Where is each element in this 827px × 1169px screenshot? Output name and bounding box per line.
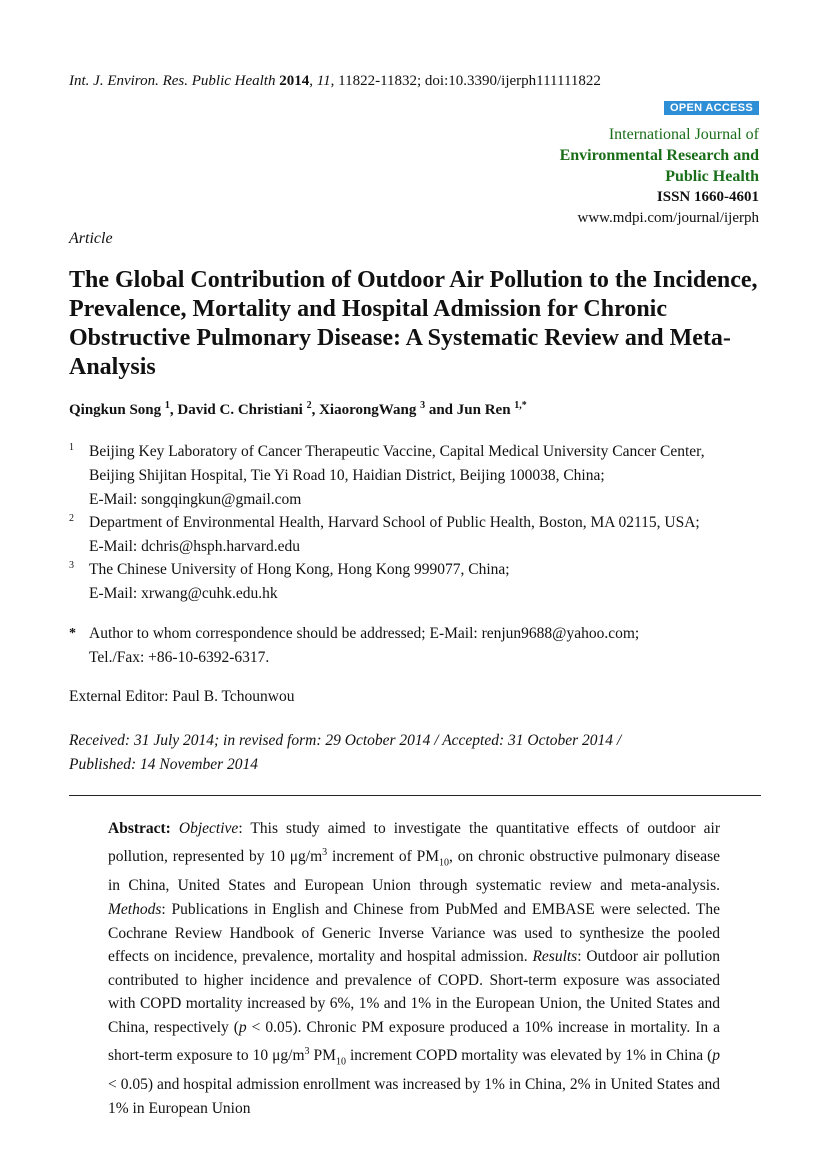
journal-name-line-2: Environmental Research and [559, 147, 759, 164]
affiliation-line: The Chinese University of Hong Kong, Hong Kong 999077, China; [89, 561, 510, 578]
affiliation-line: Beijing Key Laboratory of Cancer Therapeutic Vaccine, Capital Medical University Cancer Center, [89, 443, 705, 460]
author-separator: , [169, 402, 178, 418]
results-label: Results [532, 948, 578, 966]
correspondence-mark: * [69, 626, 76, 641]
publication-dates [69, 729, 769, 777]
methods-label: Methods [108, 901, 162, 919]
dates-line: Published: 14 November 2014 [69, 756, 258, 773]
abstract-text: , on chronic obstructive pulmonary disease in China, United States and European Union through systematic review and meta-analysis. [108, 847, 720, 895]
citation-year: 2014 [279, 73, 310, 89]
correspondence-line: Tel./Fax: +86-10-6392-6317. [89, 649, 270, 666]
paper-title: The Global Contribution of Outdoor Air Pollution to the Incidence, Prevalence, Mortality and Hospital Admission for Chronic Obstructive Pulmonary Disease: A Systematic Review and Meta-Analysis [69, 267, 758, 380]
p-value-symbol: p [238, 1019, 247, 1036]
abstract-text: : Publications in English and Chinese from PubMed and EMBASE were selected. The Cochrane Review Handbook of Generic Inverse Variance was used to synthesize the pooled effects on incidence, prevalence, mortality and hospital admission. [108, 901, 720, 966]
affiliation-email[interactable]: E-Mail: songqingkun@gmail.com [89, 491, 302, 508]
affiliation-email[interactable]: E-Mail: xrwang@cuhk.edu.hk [89, 585, 278, 602]
author-affil-mark: 1 [164, 400, 170, 411]
external-editor: External Editor: Paul B. Tchounwou [69, 688, 295, 705]
author-affil-mark: 2 [306, 400, 312, 411]
open-access-badge: OPEN ACCESS [664, 101, 759, 115]
issn: ISSN 1660-4601 [656, 189, 759, 205]
affiliation-number: 2 [69, 513, 74, 524]
article-type: Article [69, 230, 113, 247]
abstract-text: < 0.05) and hospital admission enrollment was increased by 1% in China, 2% in United States and 1% in European Union [108, 1076, 720, 1118]
correspondence-note [69, 622, 769, 670]
author-name: Jun Ren [456, 402, 511, 418]
affiliation-3 [69, 558, 769, 606]
dates-line: Received: 31 July 2014; in revised form: 29 October 2014 / Accepted: 31 October 2014 / [69, 732, 622, 749]
abstract-label: Abstract: [108, 820, 171, 837]
citation-line: Int. J. Environ. Res. Public Health 2014, 11, 11822-11832; doi:10.3390/ijerph111111822 [69, 73, 601, 89]
objective-label: Objective [178, 820, 239, 837]
citation-journal: Int. J. Environ. Res. Public Health [69, 73, 276, 89]
affiliation-2 [69, 511, 769, 559]
abstract-text: increment of PM [327, 847, 440, 865]
subscript: 10 [335, 1055, 346, 1067]
author-separator: , [311, 402, 320, 418]
abstract-text: : This study aimed to investigate the quantitative effects of outdoor air pollution, represented by 10 μg/m [108, 820, 720, 865]
affiliation-email[interactable]: E-Mail: dchris@hsph.harvard.edu [89, 538, 300, 555]
author-affil-mark: 1,* [514, 400, 527, 411]
author-affil-mark: 3 [420, 400, 426, 411]
affiliation-line: Department of Environmental Health, Harvard School of Public Health, Boston, MA 02115, USA; [89, 514, 700, 531]
correspondence-line: Author to whom correspondence should be addressed; E-Mail: renjun9688@yahoo.com; [89, 625, 640, 642]
author-name: XiaorongWang [319, 402, 417, 418]
superscript: 3 [322, 846, 328, 858]
journal-name-line-1: International Journal of [608, 126, 759, 143]
author-separator: and [425, 402, 457, 418]
abstract-text: < 0.05). Chronic PM exposure produced a 10% increase in mortality. In a short-term exposure to 10 μg/m [108, 1019, 720, 1064]
author-list [69, 400, 527, 419]
section-divider [69, 795, 761, 796]
affiliation-number: 3 [69, 560, 74, 571]
abstract-text: increment COPD mortality was elevated by 1% in China ( [345, 1046, 713, 1064]
affiliation-1 [69, 440, 769, 512]
superscript: 3 [304, 1045, 310, 1057]
journal-name-line-3: Public Health [665, 168, 759, 185]
p-value-symbol: p [712, 1046, 721, 1064]
citation-pages-doi: , 11822-11832; doi:10.3390/ijerph111111822 [330, 73, 601, 89]
journal-block [560, 124, 759, 229]
author-name: Qingkun Song [69, 402, 162, 418]
author-name: David C. Christiani [177, 402, 303, 418]
citation-volume: 11 [316, 73, 331, 89]
abstract-text: : Outdoor air pollution contributed to higher incidence and prevalence of COPD. Short-term exposure was associated with COPD mortality increased by 6%, 1% and 1% in the European Union, the United States and China, respectively ( [108, 948, 720, 1036]
abstract-text: PM [309, 1046, 336, 1064]
subscript: 10 [439, 856, 450, 868]
affiliation-line: Beijing Shijitan Hospital, Tie Yi Road 10, Haidian District, Beijing 100038, China; [89, 467, 605, 484]
abstract [108, 817, 720, 1121]
affiliation-number: 1 [69, 442, 74, 453]
journal-url[interactable]: www.mdpi.com/journal/ijerph [577, 210, 759, 226]
